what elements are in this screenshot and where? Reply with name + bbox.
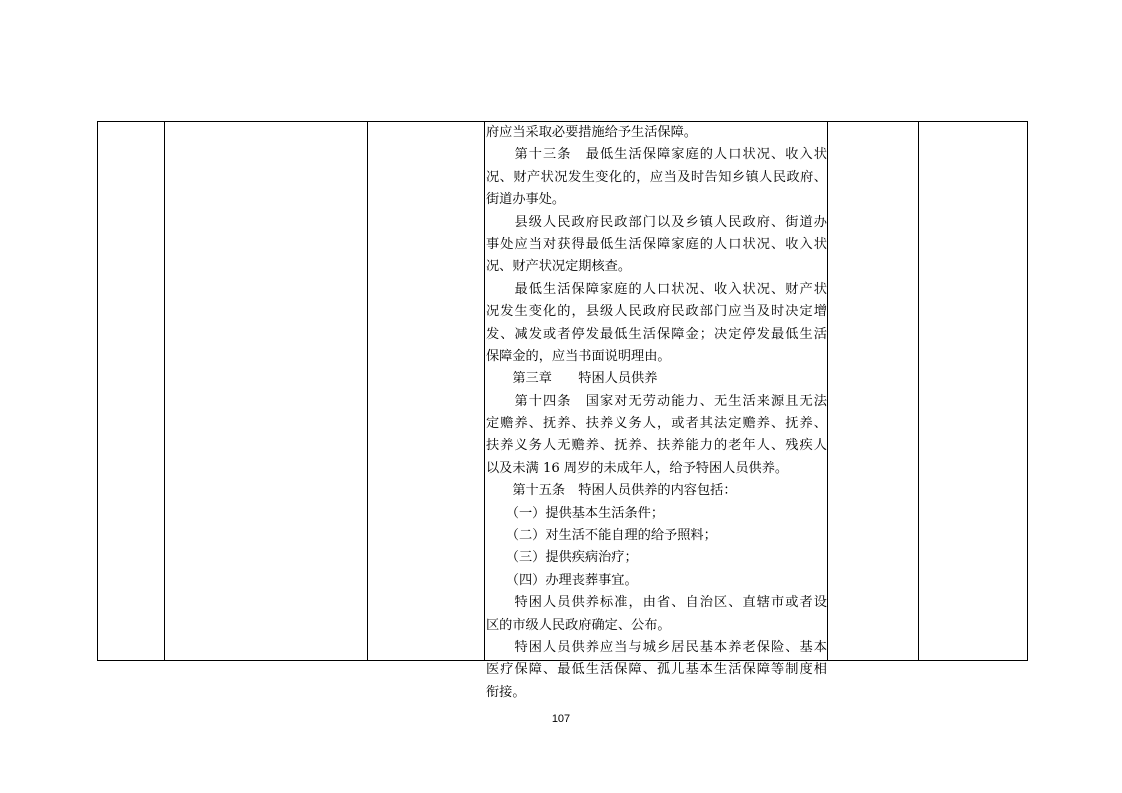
column-divider-5: [918, 121, 919, 661]
column-divider-2: [367, 121, 368, 661]
text-line: 特困人员供养标准，由省、自治区、直辖市或者设: [486, 595, 827, 611]
regulation-text-cell: [486, 122, 827, 700]
text-line: 特困人员供养应当与城乡居民基本养老保险、基本: [486, 639, 827, 655]
column-divider-4: [827, 121, 828, 661]
text-line: 况、财产状况发生变化的，应当及时告知乡镇人民政府、: [486, 169, 827, 185]
text-line: 医疗保障、最低生活保障、孤儿基本生活保障等制度相: [486, 662, 827, 678]
text-line: 府应当采取必要措施给予生活保障。: [486, 125, 697, 140]
text-line: 定赡养、抚养、扶养义务人，或者其法定赡养、抚养、: [486, 416, 827, 432]
text-line: 区的市级人民政府确定、公布。: [486, 617, 671, 633]
text-line: （一）提供基本生活条件；: [486, 505, 665, 521]
text-line: 发、减发或者停发最低生活保障金；决定停发最低生活: [486, 326, 827, 342]
text-line: 第三章 特困人员供养: [486, 371, 658, 387]
text-line: 事处应当对获得最低生活保障家庭的人口状况、收入状: [486, 236, 827, 252]
text-line: （四）办理丧葬事宜。: [486, 572, 638, 588]
text-line: 第十四条 国家对无劳动能力、无生活来源且无法: [486, 393, 827, 409]
text-line: 衔接。: [486, 684, 526, 700]
text-line: 况发生变化的，县级人民政府民政部门应当及时决定增: [486, 304, 827, 320]
text-line: 况、财产状况定期核查。: [486, 259, 632, 275]
text-line: 第十五条 特困人员供养的内容包括：: [486, 483, 737, 499]
column-divider-1: [164, 121, 165, 661]
text-line: （二）对生活不能自理的给予照料；: [486, 528, 717, 544]
text-line: 保障金的，应当书面说明理由。: [486, 348, 671, 364]
text-line: （三）提供疾病治疗；: [486, 550, 638, 566]
text-line: 第十三条 最低生活保障家庭的人口状况、收入状: [486, 147, 827, 163]
text-line: 以及未满 16 周岁的未成年人，给予特困人员供养。: [486, 460, 789, 476]
page-number: 107: [551, 713, 571, 725]
text-line: 街道办事处。: [486, 192, 566, 208]
text-line: 县级人民政府民政部门以及乡镇人民政府、街道办: [486, 214, 827, 230]
column-divider-3: [484, 121, 485, 661]
text-line: 扶养义务人无赡养、抚养、扶养能力的老年人、残疾人: [486, 438, 827, 454]
text-line: 最低生活保障家庭的人口状况、收入状况、财产状: [486, 281, 827, 297]
